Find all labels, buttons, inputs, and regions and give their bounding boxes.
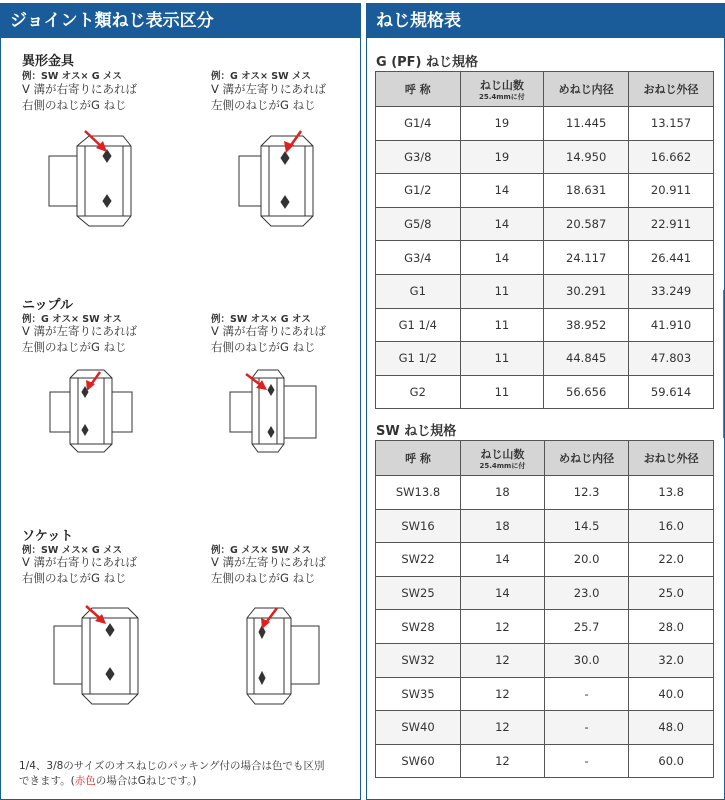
table-cell: 12.3 <box>544 476 629 510</box>
table-cell: SW25 <box>376 576 461 610</box>
table-cell: SW16 <box>376 509 461 543</box>
table-cell: 14 <box>460 241 544 275</box>
table-cell: 19 <box>460 107 544 141</box>
table-cell: G1/4 <box>376 107 461 141</box>
table-cell: 12 <box>461 643 545 677</box>
table-row <box>376 207 714 241</box>
table-cell: 38.952 <box>544 308 629 342</box>
table-cell: G1 1/4 <box>376 308 461 342</box>
red-arrow-icon <box>284 131 301 153</box>
column-header-thread-count: ねじ山数 25.4mmに付 <box>461 441 545 476</box>
thread-panel-title: ねじ規格表 <box>367 4 724 38</box>
example-label: 例：G オス× SW オス <box>22 314 122 325</box>
example-label: 例：G メス× SW メス <box>211 545 312 556</box>
section-title-socket: ソケット <box>22 529 74 544</box>
table-cell: 56.656 <box>544 375 629 409</box>
table-row <box>376 241 714 275</box>
footnote: 1/4、3/8のサイズのオスねじのパッキング付の場合は色でも区別 できます。(赤色の場合はGねじです。) <box>19 760 325 787</box>
table-cell: SW22 <box>376 543 461 577</box>
table-cell: 41.910 <box>629 308 714 342</box>
table-cell: G5/8 <box>376 207 461 241</box>
example-label: 例：SW メス× G メス <box>22 545 123 556</box>
table-cell: 20.911 <box>629 174 714 208</box>
table-cell: - <box>544 677 629 711</box>
red-arrow-icon <box>246 374 267 390</box>
fitting-diagram-g-male-sw-female <box>231 126 331 236</box>
description: V 溝が左寄りにあれば 左側のねじがG ねじ <box>211 555 327 585</box>
table-cell: 14.5 <box>544 509 629 543</box>
table-cell: 11 <box>460 274 544 308</box>
table-cell: 30.0 <box>544 643 629 677</box>
table-row <box>376 476 714 510</box>
table-cell: SW13.8 <box>376 476 461 510</box>
table-cell: 14 <box>461 543 545 577</box>
table-cell: G3/4 <box>376 241 461 275</box>
table-cell: 23.0 <box>544 576 629 610</box>
table-cell: 22.911 <box>629 207 714 241</box>
column-header-name: 呼 称 <box>376 72 461 107</box>
table-cell: 14 <box>460 207 544 241</box>
table-row <box>376 711 714 745</box>
table-cell: 13.157 <box>629 107 714 141</box>
table-cell: 18 <box>461 476 545 510</box>
table-cell: 33.249 <box>629 274 714 308</box>
table-cell: 32.0 <box>629 643 714 677</box>
table-cell: 16.0 <box>629 509 714 543</box>
table-cell: 13.8 <box>629 476 714 510</box>
table-cell: 12 <box>461 711 545 745</box>
nipple-diagram-sw-male-g-male <box>226 364 326 454</box>
column-header-male-outer: おねじ外径 <box>629 72 714 107</box>
table-cell: 25.0 <box>629 576 714 610</box>
table-cell: 25.7 <box>544 610 629 644</box>
table-row <box>376 543 714 577</box>
table-cell: 14 <box>461 576 545 610</box>
table-cell: G3/8 <box>376 140 461 174</box>
table-cell: 16.662 <box>629 140 714 174</box>
table-row <box>376 509 714 543</box>
description: V 溝が右寄りにあれば 右側のねじがG ねじ <box>22 82 138 112</box>
table-cell: 11 <box>460 375 544 409</box>
table-cell: G1 1/2 <box>376 342 461 376</box>
table-cell: 12 <box>461 610 545 644</box>
table-row <box>376 375 714 409</box>
table-row <box>376 140 714 174</box>
table-row <box>376 610 714 644</box>
column-header-female-inner: めねじ内径 <box>544 72 629 107</box>
example-label: 例：SW オス× G メス <box>22 71 122 82</box>
table-cell: 59.614 <box>629 375 714 409</box>
table-row <box>376 677 714 711</box>
column-header-name: 呼 称 <box>376 441 461 476</box>
sw-thread-table <box>375 440 714 778</box>
table-row <box>376 308 714 342</box>
table-cell: 48.0 <box>629 711 714 745</box>
table-cell: 20.587 <box>544 207 629 241</box>
example-label: 例：SW オス× G オス <box>211 314 311 325</box>
table-row <box>376 643 714 677</box>
table-cell: G2 <box>376 375 461 409</box>
table-row <box>376 342 714 376</box>
table-cell: 14 <box>460 174 544 208</box>
table-cell: SW60 <box>376 744 461 778</box>
nipple-diagram-g-male-sw-male <box>46 364 136 454</box>
table-cell: 18.631 <box>544 174 629 208</box>
fitting-diagram-sw-male-g-female <box>41 126 141 236</box>
column-header-thread-count: ねじ山数 25.4mmに付 <box>460 72 544 107</box>
table-cell: 22.0 <box>629 543 714 577</box>
table-cell: G1/2 <box>376 174 461 208</box>
table-cell: SW35 <box>376 677 461 711</box>
table-cell: 12 <box>461 744 545 778</box>
column-header-female-inner: めねじ内径 <box>544 441 629 476</box>
description: V 溝が右寄りにあれば 右側のねじがG ねじ <box>22 555 138 585</box>
table-cell: 11 <box>460 308 544 342</box>
table-cell: 47.803 <box>629 342 714 376</box>
socket-diagram-g-female-sw-female <box>239 604 329 709</box>
table-cell: 60.0 <box>629 744 714 778</box>
joint-panel-title: ジョイント類ねじ表示区分 <box>1 4 360 38</box>
column-header-male-outer: おねじ外径 <box>629 441 714 476</box>
table-cell: 11 <box>460 342 544 376</box>
table-cell: 28.0 <box>629 610 714 644</box>
table-cell: SW32 <box>376 643 461 677</box>
section-title-odd-shaped: 異形金具 <box>22 54 75 69</box>
table-cell: 11.445 <box>544 107 629 141</box>
thread-standards-panel <box>366 3 725 800</box>
table-row <box>376 174 714 208</box>
table-cell: SW40 <box>376 711 461 745</box>
table-row <box>376 744 714 778</box>
description: V 溝が左寄りにあれば 左側のねじがG ねじ <box>211 82 327 112</box>
red-arrow-icon <box>85 131 107 152</box>
table-row <box>376 576 714 610</box>
table-cell: 44.845 <box>544 342 629 376</box>
table-cell: SW28 <box>376 610 461 644</box>
socket-diagram-sw-female-g-female <box>46 604 146 709</box>
table-row <box>376 274 714 308</box>
description: V 溝が右寄りにあれば 右側のねじがG ねじ <box>211 324 327 354</box>
table-cell: 26.441 <box>629 241 714 275</box>
table-cell: 12 <box>461 677 545 711</box>
red-margin-line <box>723 290 724 438</box>
table-cell: G1 <box>376 274 461 308</box>
example-label: 例：G オス× SW メス <box>211 71 311 82</box>
section-title-nipple: ニップル <box>22 298 73 313</box>
red-arrow-icon <box>86 606 106 624</box>
table-cell: - <box>544 711 629 745</box>
g-table-title: G (PF) ねじ規格 <box>376 55 479 70</box>
table-cell: 14.950 <box>544 140 629 174</box>
table-cell: 18 <box>461 509 545 543</box>
table-cell: - <box>544 744 629 778</box>
sw-table-title: SW ねじ規格 <box>376 424 457 439</box>
g-thread-table <box>375 71 714 409</box>
table-cell: 20.0 <box>544 543 629 577</box>
joint-thread-panel <box>0 3 361 800</box>
table-cell: 40.0 <box>629 677 714 711</box>
description: V 溝が左寄りにあれば 左側のねじがG ねじ <box>22 324 138 354</box>
table-cell: 24.117 <box>544 241 629 275</box>
table-cell: 30.291 <box>544 274 629 308</box>
table-row <box>376 107 714 141</box>
red-arrow-icon <box>86 372 100 391</box>
table-cell: 19 <box>460 140 544 174</box>
